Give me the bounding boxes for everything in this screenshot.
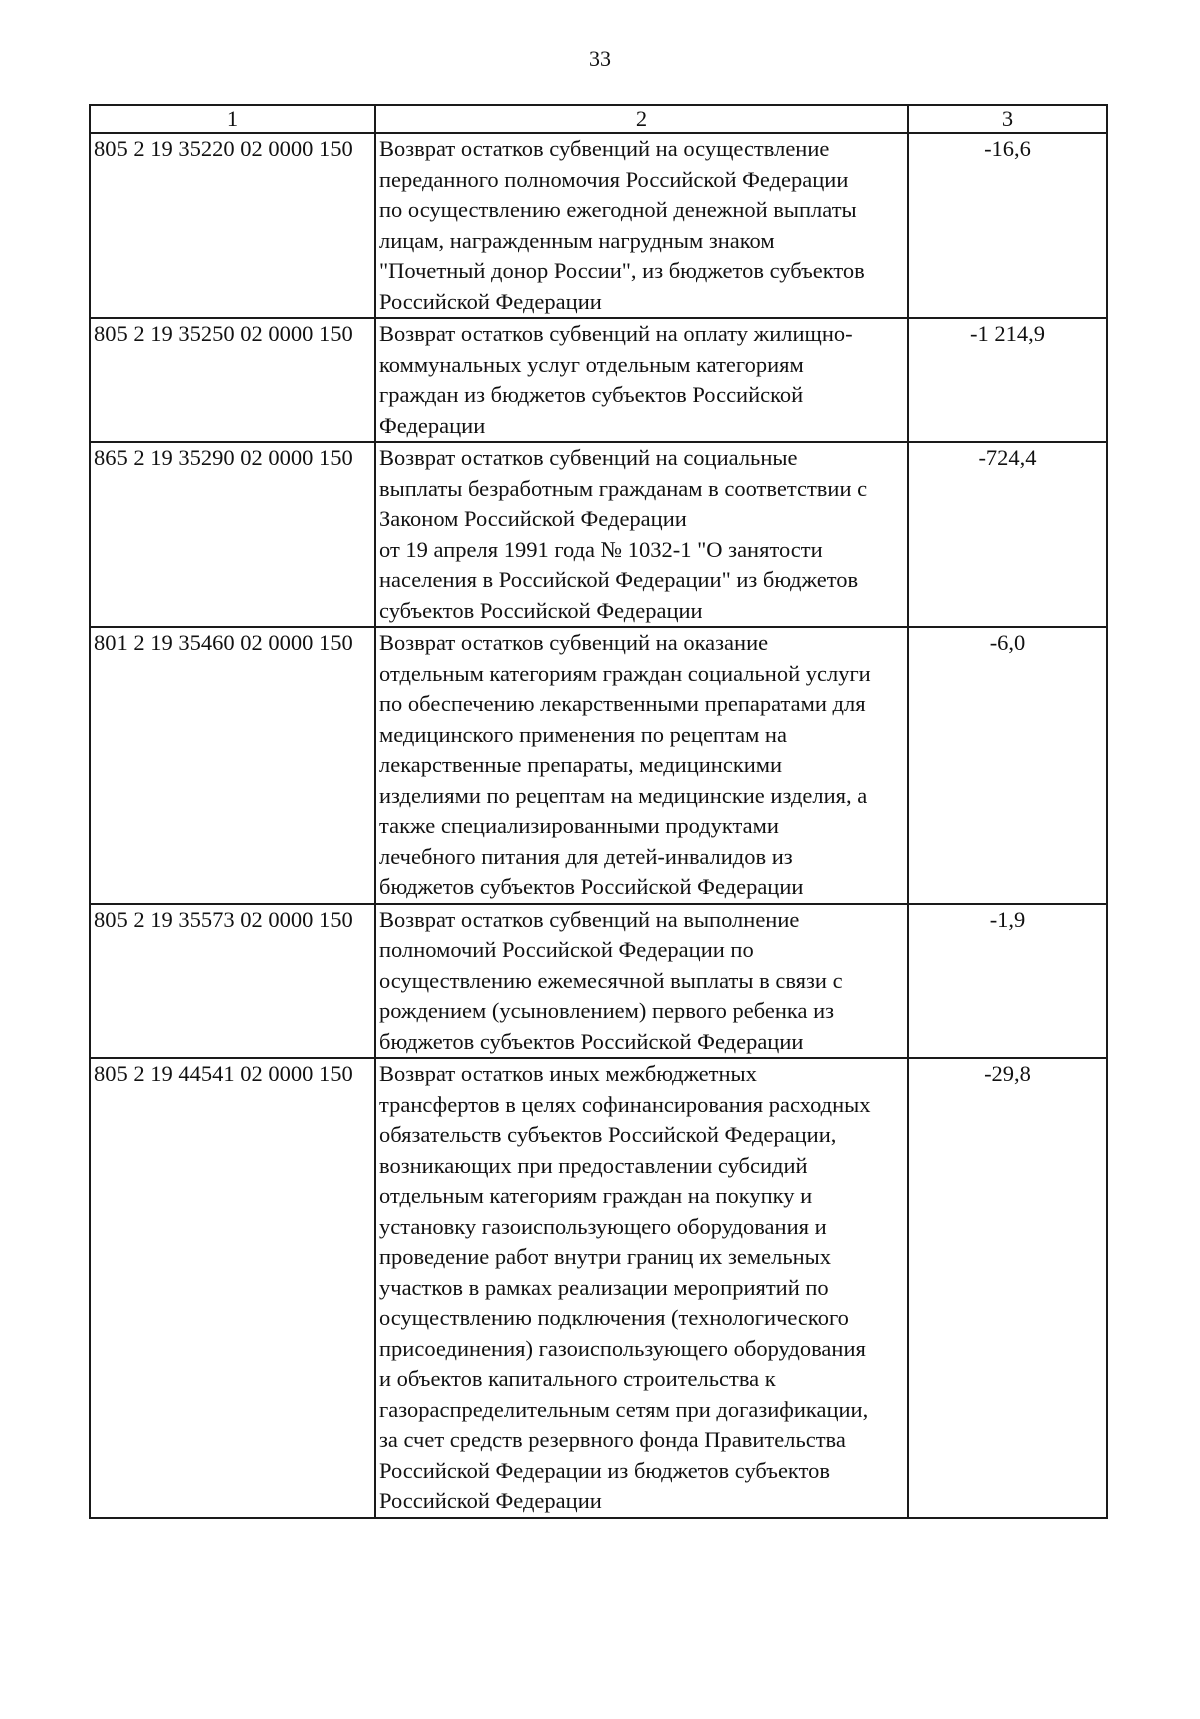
row-description	[375, 904, 908, 1059]
description-line: также специализированными продуктами	[379, 813, 779, 838]
description-line: переданного полномочия Российской Федерации	[379, 166, 849, 192]
description-line: осуществлению ежемесячной выплаты в связи с	[379, 967, 843, 993]
description-line: за счет средств резервного фонда Правительства	[379, 1427, 846, 1452]
table-row	[90, 318, 1107, 442]
description-line: от 19 апреля 1991 года № 1032-1 "О занятости	[379, 536, 823, 562]
description-line: по обеспечению лекарственными препаратами для	[379, 691, 866, 716]
description-line: участков в рамках реализации мероприятий по	[379, 1274, 829, 1300]
row-description	[375, 1058, 908, 1518]
description-line: обязательств субъектов Российской Федерации,	[379, 1122, 837, 1147]
description-line: Возврат остатков субвенций на социальные	[379, 445, 798, 470]
table-row	[90, 133, 1107, 318]
description-line: Возврат остатков субвенций на осуществление	[379, 136, 830, 161]
row-amount: -1 214,9	[908, 318, 1107, 442]
row-code: 801 2 19 35460 02 0000 150	[90, 627, 375, 904]
description-line: Возврат остатков субвенций на оказание	[379, 630, 769, 655]
row-amount: -16,6	[908, 133, 1107, 318]
table-row	[90, 442, 1107, 627]
description-line: медицинского применения по рецептам на	[379, 721, 787, 747]
row-code: 805 2 19 35220 02 0000 150	[90, 133, 375, 318]
description-line: коммунальных услуг отдельным категориям	[379, 351, 804, 377]
description-line: отдельным категориям граждан социальной услуги	[379, 660, 871, 686]
description-line: выплаты безработным гражданам в соответствии с	[379, 475, 868, 501]
column-header-code: 1	[90, 105, 375, 133]
row-code: 805 2 19 35573 02 0000 150	[90, 904, 375, 1059]
table-row	[90, 627, 1107, 904]
description-line: населения в Российской Федерации" из бюджетов	[379, 567, 859, 592]
column-header-name: 2	[375, 105, 908, 133]
description-line: присоединения) газоиспользующего оборудования	[379, 1335, 866, 1361]
description-line: возникающих при предоставлении субсидий	[379, 1152, 808, 1178]
row-amount: -724,4	[908, 442, 1107, 627]
table-header-row	[90, 105, 1107, 133]
row-description	[375, 318, 908, 442]
description-line: рождением (усыновлением) первого ребенка из	[379, 998, 835, 1023]
row-code: 805 2 19 35250 02 0000 150	[90, 318, 375, 442]
description-line: Возврат остатков субвенций на оплату жилищно-	[379, 321, 853, 346]
page-number: 33	[589, 46, 611, 71]
description-line: граждан из бюджетов субъектов Российской	[379, 382, 804, 407]
row-amount: -6,0	[908, 627, 1107, 904]
description-line: "Почетный донор России", из бюджетов субъектов	[379, 258, 865, 283]
description-line: Федерации	[379, 412, 486, 438]
description-line: полномочий Российской Федерации по	[379, 937, 754, 962]
row-description	[375, 442, 908, 627]
description-line: Возврат остатков субвенций на выполнение	[379, 906, 800, 932]
description-line: субъектов Российской Федерации	[379, 597, 703, 623]
row-description	[375, 133, 908, 318]
description-line: по осуществлению ежегодной денежной выплаты	[379, 197, 857, 222]
budget-table	[89, 104, 1108, 1519]
row-description	[375, 627, 908, 904]
description-line: осуществлению подключения (технологического	[379, 1305, 849, 1330]
description-line: проведение работ внутри границ их земельных	[379, 1244, 832, 1269]
row-amount: -1,9	[908, 904, 1107, 1059]
description-line: трансфертов в целях софинансирования расходных	[379, 1091, 871, 1117]
description-line: бюджетов субъектов Российской Федерации	[379, 1028, 804, 1054]
row-amount: -29,8	[908, 1058, 1107, 1518]
row-code: 865 2 19 35290 02 0000 150	[90, 442, 375, 627]
description-line: установку газоиспользующего оборудования и	[379, 1213, 827, 1239]
description-line: газораспределительным сетям при догазификации,	[379, 1396, 869, 1422]
description-line: Российской Федерации	[379, 288, 602, 314]
description-line: лекарственные препараты, медицинскими	[379, 752, 783, 777]
table-row	[90, 1058, 1107, 1518]
description-line: Законом Российской Федерации	[379, 506, 687, 531]
description-line: Российской Федерации из бюджетов субъектов	[379, 1457, 830, 1483]
description-line: и объектов капитального строительства к	[379, 1366, 776, 1391]
description-line: бюджетов субъектов Российской Федерации	[379, 874, 804, 899]
column-header-amount: 3	[908, 105, 1107, 133]
row-code: 805 2 19 44541 02 0000 150	[90, 1058, 375, 1518]
description-line: Возврат остатков иных межбюджетных	[379, 1061, 757, 1086]
table-row	[90, 904, 1107, 1059]
description-line: лицам, награжденным нагрудным знаком	[379, 227, 775, 253]
description-line: отдельным категориям граждан на покупку и	[379, 1183, 813, 1208]
description-line: Российской Федерации	[379, 1488, 602, 1513]
description-line: лечебного питания для детей-инвалидов из	[379, 843, 793, 869]
description-line: изделиями по рецептам на медицинские изделия, а	[379, 782, 868, 808]
